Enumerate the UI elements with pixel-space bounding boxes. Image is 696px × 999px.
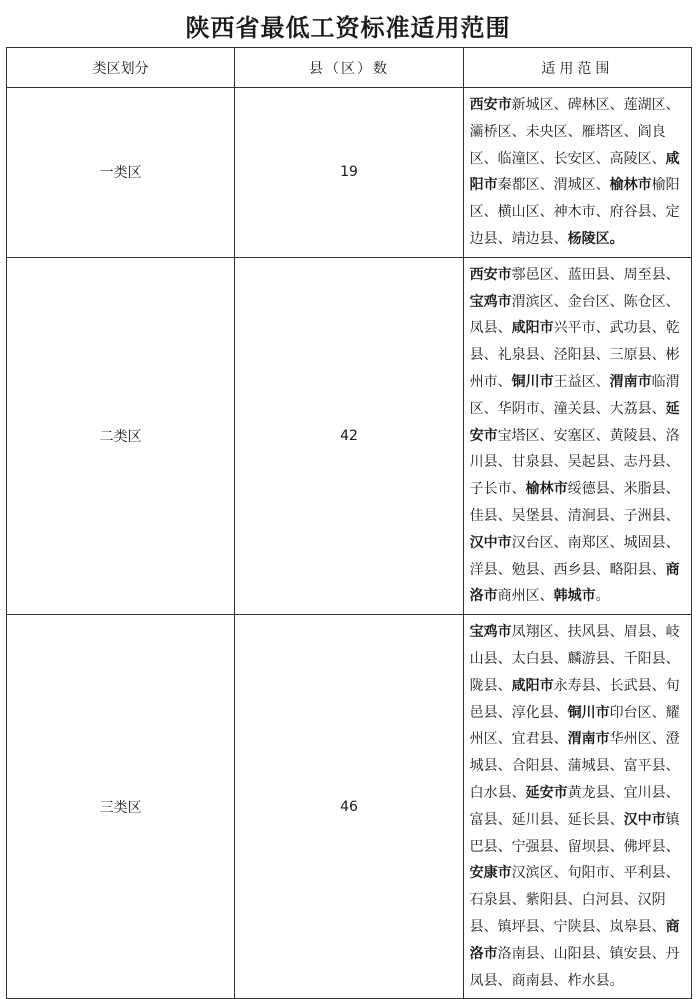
district-list: 秦都区、渭城区、 [497,177,610,194]
city-name: 咸阳市 [469,150,680,194]
city-name: 安康市 [469,865,512,882]
city-name: 铜川市 [567,704,610,721]
district-list: 王益区、 [553,373,610,390]
district-list: 新城区、碑林区、莲湖区、灞桥区、未央区、雁塔区、阎良区、临潼区、长安区、高陵区、 [469,97,680,167]
header-scope: 适用范围 [463,48,691,88]
table-row [7,615,692,999]
district-list: 临渭区、华阴市、潼关县、大荔县、 [469,373,680,417]
district-list: 永寿县、长武县、旬邑县、淳化县、 [469,677,680,721]
district-list: 兴平市、武功县、乾县、礼泉县、泾阳县、三原县、彬州市、 [469,320,680,390]
district-list: 镇巴县、宁强县、留坝县、佛坪县、 [469,811,680,855]
city-name: 杨陵区。 [567,230,624,247]
header-count: 县（区）数 [235,48,463,88]
scope-cell [463,257,691,614]
city-name: 西安市 [469,97,512,113]
city-name: 渭南市 [609,373,652,390]
city-name: 铜川市 [511,373,554,390]
city-name: 商洛市 [469,918,680,962]
district-list: 汉滨区、旬阳市、平利县、石泉县、紫阳县、白河县、汉阴县、镇坪县、宁陕县、岚皋县、 [469,865,680,935]
district-list: 汉台区、南郑区、城固县、洋县、勉县、西乡县、略阳县、 [469,534,680,578]
table-row [7,257,692,614]
scope-cell [463,88,691,258]
count-cell: 19 [235,88,463,258]
category-cell: 三类区 [7,615,235,999]
scope-cell [463,615,691,999]
city-name: 汉中市 [623,811,666,828]
wage-scope-table [6,47,692,999]
district-list: 鄠邑区、蓝田县、周至县、 [511,266,680,283]
city-name: 商洛市 [469,561,680,605]
page-title: 陕西省最低工资标准适用范围 [185,14,511,42]
city-name: 渭南市 [567,731,610,748]
district-list: 榆阳区、横山区、神木市、府谷县、定边县、靖边县、 [469,177,680,247]
district-list: 印台区、耀州区、宜君县、 [469,704,680,748]
table-header-row [7,48,692,88]
district-list: 渭滨区、金台区、陈仓区、凤县、 [469,293,680,337]
district-list: 洛南县、山阳县、镇安县、丹凤县、商南县、柞水县。 [469,945,680,989]
district-list: 。 [595,588,610,605]
category-cell: 二类区 [7,257,235,614]
district-list: 宝塔区、安塞区、黄陵县、洛川县、甘泉县、吴起县、志丹县、子长市、 [469,427,680,498]
district-list: 绥德县、米脂县、佳县、吴堡县、清涧县、子洲县、 [469,481,680,524]
district-list: 凤翔区、扶风县、眉县、岐山县、太白县、麟游县、千阳县、陇县、 [469,624,680,694]
city-name: 西安市 [469,266,512,283]
city-name: 咸阳市 [511,677,554,694]
city-name: 宝鸡市 [469,624,512,641]
district-list: 商州区、 [497,588,554,605]
city-name: 宝鸡市 [469,293,512,310]
district-list: 华州区、澄城县、合阳县、蒲城县、富平县、白水县、 [469,731,680,801]
city-name: 韩城市 [553,588,596,605]
count-cell: 42 [235,257,463,614]
city-name: 延安市 [469,400,680,444]
city-name: 榆林市 [525,481,568,498]
count-cell: 46 [235,615,463,999]
category-cell: 一类区 [7,88,235,258]
city-name: 咸阳市 [511,320,554,337]
city-name: 汉中市 [469,534,512,551]
district-list: 黄龙县、宜川县、富县、延川县、延长县、 [469,784,680,828]
table-row [7,88,692,258]
city-name: 榆林市 [609,177,652,194]
header-category: 类区划分 [7,48,235,88]
city-name: 延安市 [525,784,568,801]
